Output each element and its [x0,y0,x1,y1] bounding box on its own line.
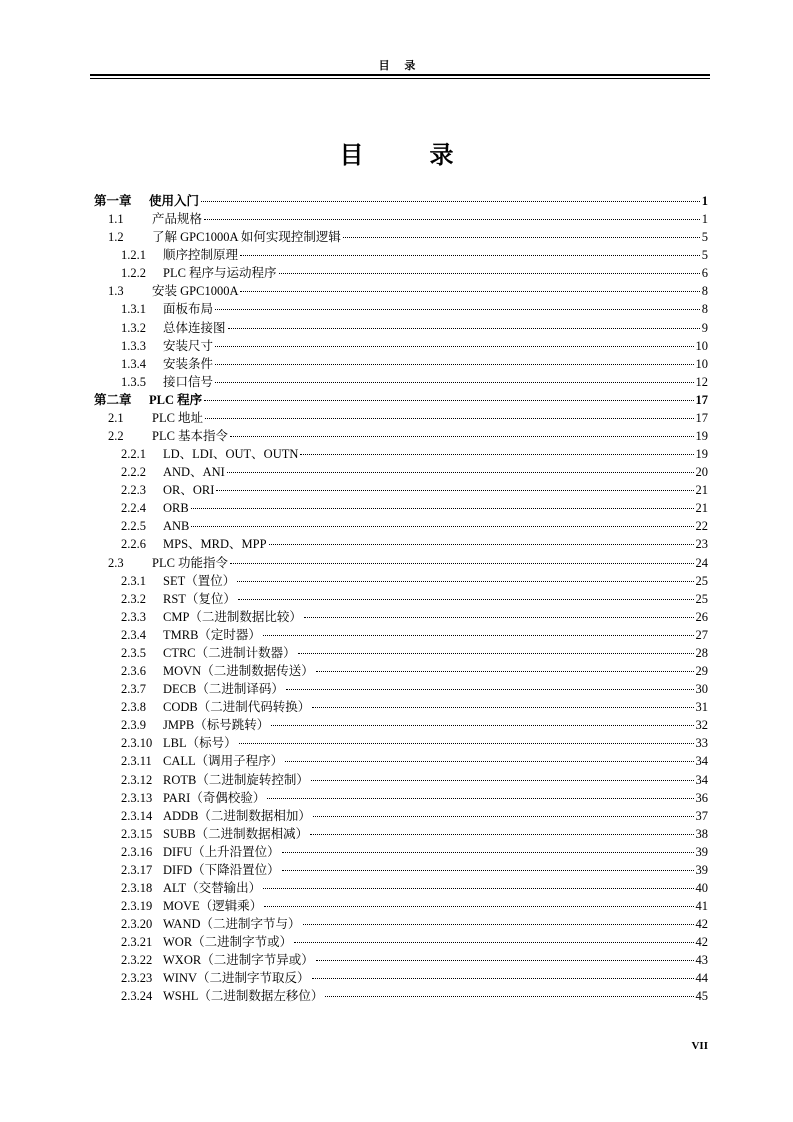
dot-leader [215,346,693,347]
dot-leader [191,526,693,527]
dot-leader [298,653,694,654]
dot-leader [205,418,693,419]
dot-leader [316,671,694,672]
dot-leader [263,635,694,636]
toc-entry-title: MOVN（二进制数据传送） [163,664,314,679]
toc-entry-title: 安装 GPC1000A [152,284,239,299]
toc-entry-number: 1.2.2 [121,266,146,281]
dot-leader [263,888,693,889]
toc-entry-number: 2.2.6 [121,537,146,552]
toc-entry-number: 2.3.4 [121,627,146,642]
toc-entry-title: RST（复位） [163,591,236,606]
toc-entry-number: 2.3.9 [121,718,146,733]
toc-entry-page: 9 [701,320,708,335]
toc-entry-number: 2.3.16 [121,844,153,859]
toc-entry[interactable] [94,319,708,337]
dot-leader [240,291,699,292]
toc-entry[interactable] [94,626,708,644]
toc-entry[interactable] [94,445,708,463]
toc-entry-page: 29 [695,664,708,679]
dot-leader [239,743,694,744]
toc-entry-page: 10 [695,338,708,353]
toc-entry-title: LBL（标号） [163,736,237,751]
toc-entry-page: 27 [695,627,708,642]
toc-entry-page: 19 [695,447,708,462]
toc-entry-number: 2.3.12 [121,772,153,787]
header-rule-thick [90,74,710,76]
toc-entry[interactable] [94,915,708,933]
toc-entry-title: LD、LDI、OUT、OUTN [163,447,299,462]
toc-entry-number: 2.2 [108,429,124,444]
toc-entry[interactable] [94,716,708,734]
toc-entry-number: 2.3.11 [121,754,152,769]
toc-chapter-entry[interactable] [94,391,708,409]
toc-entry[interactable] [94,210,708,228]
toc-entry-number: 2.3.24 [121,989,153,1004]
page-number: VII [691,1040,708,1052]
toc-entry-number: 1.2 [108,230,124,245]
toc-entry-title: CALL（调用子程序） [163,754,284,769]
toc-entry-title: 使用入门 [149,194,200,208]
toc-entry-number: 1.3.3 [121,338,146,353]
toc-entry-title: ROTB（二进制旋转控制） [163,772,309,787]
toc-entry-title: WINV（二进制字节取反） [163,971,310,986]
dot-leader [238,599,694,600]
toc-entry-page: 34 [695,754,708,769]
toc-entry-page: 42 [695,917,708,932]
toc-entry[interactable] [94,879,708,897]
toc-entry[interactable] [94,228,708,246]
toc-entry[interactable] [94,734,708,752]
toc-entry-page: 19 [695,429,708,444]
toc-entry-number: 2.3.17 [121,862,153,877]
toc-entry-title: 安装条件 [163,356,214,371]
dot-leader [286,689,694,690]
toc-entry-page: 39 [695,862,708,877]
toc-entry-title: 面板布局 [163,302,214,317]
toc-entry-page: 33 [695,736,708,751]
toc-entry-page: 17 [695,410,708,425]
toc-entry[interactable] [94,644,708,662]
dot-leader [264,906,693,907]
toc-entry-title: WOR（二进制字节或） [163,935,293,950]
toc-entry-title: 了解 GPC1000A 如何实现控制逻辑 [152,230,341,245]
toc-entry-title: 产品规格 [152,212,203,227]
toc-entry[interactable] [94,282,708,300]
toc-entry[interactable] [94,554,708,572]
toc-entry-page: 8 [701,302,708,317]
toc-entry-title: ANB [163,519,190,534]
toc-entry-page: 26 [695,609,708,624]
dot-leader [230,436,693,437]
dot-leader [228,328,700,329]
toc-entry-page: 5 [701,248,708,263]
toc-entry-title: ORB [163,501,189,516]
toc-entry-page: 20 [695,465,708,480]
toc-entry-page: 37 [695,808,708,823]
toc-entry[interactable] [94,807,708,825]
toc-entry-number: 2.3.15 [121,826,153,841]
toc-entry-title: PLC 程序 [149,392,203,407]
toc-entry[interactable] [94,409,708,427]
dot-leader [230,563,693,564]
toc-entry[interactable] [94,680,708,698]
toc-entry-title: 安装尺寸 [163,338,214,353]
dot-leader [282,852,694,853]
toc-entry[interactable] [94,481,708,499]
toc-entry[interactable] [94,300,708,318]
toc-entry-title: WXOR（二进制字节异或） [163,953,314,968]
toc-entry[interactable] [94,427,708,445]
toc-entry-title: MPS、MRD、MPP [163,537,267,552]
toc-entry-page: 25 [695,573,708,588]
toc-entry-title: DIFU（上升沿置位） [163,844,280,859]
dot-leader [300,454,693,455]
toc-entry-title: 接口信号 [163,374,214,389]
toc-entry[interactable] [94,825,708,843]
toc-entry-number: 2.3.20 [121,917,153,932]
table-of-contents [94,192,708,1006]
toc-entry-title: ALT（交替输出） [163,880,262,895]
toc-entry-number: 2.3.1 [121,573,146,588]
toc-entry-page: 40 [695,880,708,895]
toc-entry-number: 第一章 [94,194,132,208]
toc-entry-page: 8 [701,284,708,299]
toc-entry-number: 1.3.5 [121,374,146,389]
toc-entry-number: 2.3.10 [121,736,153,751]
toc-entry-page: 39 [695,844,708,859]
toc-entry[interactable] [94,771,708,789]
toc-entry-number: 2.3.18 [121,880,153,895]
toc-entry-title: PLC 基本指令 [152,429,229,444]
dot-leader [269,544,694,545]
dot-leader [282,870,694,871]
toc-entry-number: 2.3.23 [121,971,153,986]
dot-leader [325,996,693,997]
toc-entry[interactable] [94,246,708,264]
toc-entry-page: 38 [695,826,708,841]
toc-entry-number: 2.2.1 [121,447,146,462]
dot-leader [313,816,694,817]
toc-entry-number: 1.3.4 [121,356,146,371]
header-rule-thin [90,78,710,79]
toc-entry[interactable] [94,843,708,861]
toc-entry[interactable] [94,662,708,680]
toc-entry[interactable] [94,517,708,535]
toc-entry[interactable] [94,789,708,807]
toc-entry[interactable] [94,752,708,770]
dot-leader [267,798,693,799]
dot-leader [294,942,693,943]
toc-entry-number: 2.3.7 [121,682,146,697]
toc-entry-number: 2.2.4 [121,501,146,516]
toc-entry-page: 42 [695,935,708,950]
toc-entry-title: OR、ORI [163,483,215,498]
dot-leader [343,237,700,238]
toc-entry-number: 第二章 [94,392,132,407]
toc-entry-page: 12 [695,374,708,389]
toc-entry-title: DECB（二进制译码） [163,682,284,697]
toc-entry[interactable] [94,698,708,716]
toc-entry[interactable] [94,373,708,391]
toc-entry-number: 1.3 [108,284,124,299]
toc-entry[interactable] [94,590,708,608]
toc-entry[interactable] [94,463,708,481]
toc-entry-title: AND、ANI [163,465,225,480]
toc-entry[interactable] [94,355,708,373]
dot-leader [303,924,694,925]
toc-entry-number: 2.3.21 [121,935,153,950]
toc-entry-number: 2.3.19 [121,899,153,914]
toc-entry-page: 32 [695,718,708,733]
toc-entry-title: PARI（奇偶校验） [163,790,266,805]
toc-entry-page: 45 [695,989,708,1004]
toc-entry[interactable] [94,337,708,355]
toc-entry-page: 22 [695,519,708,534]
dot-leader [312,978,694,979]
dot-leader [279,273,700,274]
toc-entry-number: 2.3 [108,555,124,570]
toc-entry[interactable] [94,933,708,951]
toc-entry-title: TMRB（定时器） [163,627,261,642]
dot-leader [271,725,693,726]
dot-leader [204,400,693,401]
toc-entry-number: 1.1 [108,212,124,227]
toc-entry-number: 2.3.5 [121,645,146,660]
dot-leader [191,508,694,509]
toc-entry[interactable] [94,969,708,987]
toc-entry-title: JMPB（标号跳转） [163,718,270,733]
dot-leader [204,219,700,220]
toc-entry-page: 21 [695,501,708,516]
page-title: 目 录 [339,143,484,169]
toc-entry[interactable] [94,264,708,282]
running-header: 目 录 [378,60,422,72]
toc-entry-page: 5 [701,230,708,245]
toc-entry-page: 1 [701,194,708,208]
toc-entry-page: 1 [701,212,708,227]
dot-leader [237,581,693,582]
dot-leader [201,201,700,202]
toc-entry-title: 总体连接图 [163,320,226,335]
dot-leader [310,834,693,835]
toc-entry-number: 2.3.6 [121,664,146,679]
toc-entry-page: 6 [701,266,708,281]
dot-leader [312,707,693,708]
toc-chapter-entry[interactable] [94,192,708,210]
toc-entry-page: 34 [695,772,708,787]
toc-entry-page: 43 [695,953,708,968]
toc-entry-page: 24 [695,555,708,570]
toc-entry-number: 2.2.3 [121,483,146,498]
dot-leader [285,761,693,762]
dot-leader [216,490,693,491]
toc-entry-title: DIFD（下降沿置位） [163,862,280,877]
toc-entry-number: 2.3.8 [121,700,146,715]
dot-leader [215,382,693,383]
toc-entry-page: 41 [695,899,708,914]
toc-entry-number: 2.1 [108,410,124,425]
toc-entry-page: 17 [695,392,708,407]
toc-entry[interactable] [94,951,708,969]
toc-entry-title: CODB（二进制代码转换） [163,700,311,715]
toc-entry[interactable] [94,987,708,1005]
toc-entry-number: 2.3.14 [121,808,153,823]
toc-entry-title: SUBB（二进制数据相减） [163,826,309,841]
toc-entry-title: PLC 地址 [152,410,204,425]
toc-entry-page: 23 [695,537,708,552]
dot-leader [215,309,700,310]
toc-entry[interactable] [94,572,708,590]
toc-entry[interactable] [94,861,708,879]
toc-entry-page: 44 [695,971,708,986]
toc-entry-number: 2.3.22 [121,953,153,968]
toc-entry-title: CMP（二进制数据比较） [163,609,302,624]
dot-leader [316,960,694,961]
dot-leader [215,364,693,365]
toc-entry-number: 1.2.1 [121,248,146,263]
toc-entry-number: 1.3.1 [121,302,146,317]
toc-entry-page: 25 [695,591,708,606]
dot-leader [304,617,694,618]
toc-entry-title: PLC 程序与运动程序 [163,266,277,281]
toc-entry-title: ADDB（二进制数据相加） [163,808,311,823]
dot-leader [227,472,694,473]
toc-entry[interactable] [94,499,708,517]
toc-entry-title: WAND（二进制字节与） [163,917,301,932]
toc-entry-number: 2.3.2 [121,591,146,606]
dot-leader [311,780,694,781]
toc-entry-page: 30 [695,682,708,697]
toc-entry[interactable] [94,535,708,553]
toc-entry-number: 2.2.5 [121,519,146,534]
toc-entry[interactable] [94,608,708,626]
toc-entry-title: PLC 功能指令 [152,555,229,570]
toc-entry-page: 10 [695,356,708,371]
toc-entry-page: 36 [695,790,708,805]
toc-entry-page: 31 [695,700,708,715]
toc-entry-number: 2.2.2 [121,465,146,480]
dot-leader [240,255,700,256]
toc-entry-number: 2.3.13 [121,790,153,805]
toc-entry-title: WSHL（二进制数据左移位） [163,989,324,1004]
toc-entry-number: 1.3.2 [121,320,146,335]
toc-entry-title: MOVE（逻辑乘） [163,899,263,914]
toc-entry-title: SET（置位） [163,573,236,588]
toc-entry-number: 2.3.3 [121,609,146,624]
toc-entry-title: CTRC（二进制计数器） [163,645,296,660]
toc-entry-title: 顺序控制原理 [163,248,239,263]
toc-entry-page: 28 [695,645,708,660]
toc-entry[interactable] [94,897,708,915]
toc-entry-page: 21 [695,483,708,498]
